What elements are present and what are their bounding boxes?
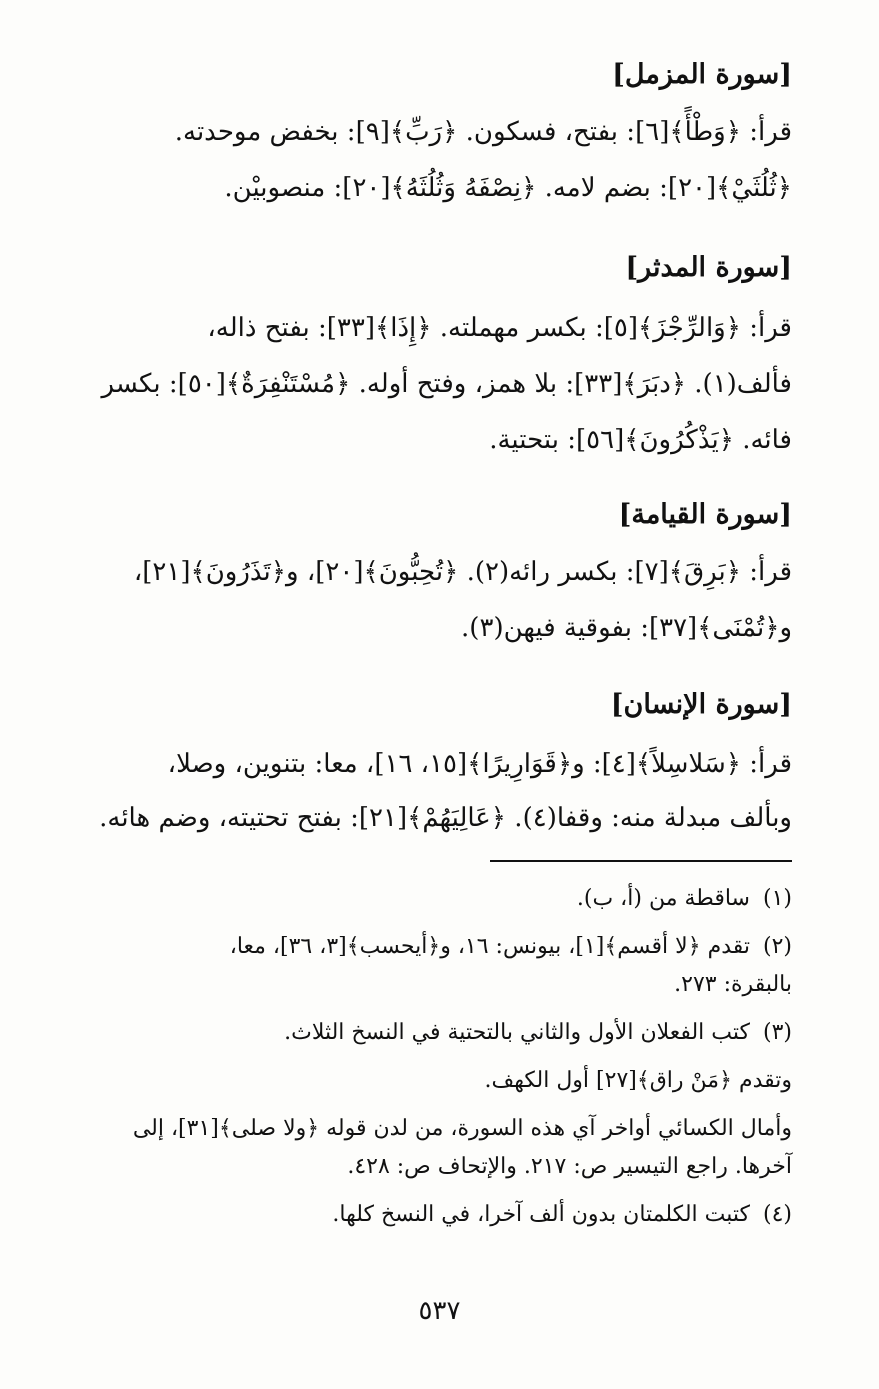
paragraph-line: فائه. ﴿يَذْكُرُونَ﴾[٥٦]: بتحتية. (489, 425, 792, 455)
footnote (78, 930, 792, 964)
footnote-number: (٣) (762, 1020, 792, 1045)
footnote-number: (٤) (762, 1202, 792, 1227)
footnote (78, 1198, 792, 1232)
paragraph-line: فألف(١). ﴿دبَرَ﴾[٣٣]: بلا همز، وفتح أوله. ﴿مُسْتَنْفِرَةٌ﴾[٥٠]: بكسر (101, 369, 792, 399)
paragraph-line: وبألف مبدلة منه: وقفا(٤). ﴿عَالِيَهُمْ﴾[٢١]: بفتح تحتيته، وضم هائه. (99, 803, 792, 833)
footnote-continuation: بالبقرة: ٢٧٣. (674, 972, 792, 997)
footnote-text: كتبت الكلمتان بدون ألف آخرا، في النسخ كلها. (332, 1202, 750, 1227)
paragraph-line: قرأ: ﴿بَرِقَ﴾[٧]: بكسر رائه(٢). ﴿تُحِبُّونَ﴾[٢٠]، و﴿تَذَرُونَ﴾[٢١]، (133, 557, 792, 587)
footnote-text: كتب الفعلان الأول والثاني بالتحتية في النسخ الثلاث. (284, 1020, 750, 1045)
paragraph-line: قرأ: ﴿سَلاسِلاً﴾[٤]: و﴿قَوَارِيرًا﴾[١٥، ١٦]، معا: بتنوين، وصلا، (167, 749, 792, 779)
paragraph-line: قرأ: ﴿وَطْأً﴾[٦]: بفتح، فسكون. ﴿رَبِّ﴾[٩]: بخفض موحدته. (174, 117, 792, 147)
footnote-continuation: وأمال الكسائي أواخر آي هذه السورة، من لدن قوله ﴿ولا صلى﴾[٣١]، إلى (132, 1116, 792, 1141)
section-heading: [سورة المزمل] (612, 59, 792, 90)
paragraph-line: ﴿ثُلُثَيْ﴾[٢٠]: بضم لامه. ﴿نِصْفَهُ وَثُلُثَهُ﴾[٢٠]: منصوبيْن. (224, 173, 792, 203)
section-heading: [سورة الإنسان] (610, 689, 792, 720)
footnote-continuation: وتقدم ﴿مَنْ راق﴾[٢٧] أول الكهف. (484, 1068, 792, 1093)
paragraph-line: و﴿تُمْنَى﴾[٣٧]: بفوقية فيهن(٣). (461, 613, 792, 643)
footnote-number: (٢) (762, 934, 792, 959)
paragraph-line: قرأ: ﴿وَالرِّجْزَ﴾[٥]: بكسر مهملته. ﴿إِذَا﴾[٣٣]: بفتح ذاله، (207, 313, 792, 343)
footnote-divider (490, 860, 792, 862)
footnote-continuation: آخرها. راجع التيسير ص: ٢١٧. والإتحاف ص: ٤٢٨. (347, 1154, 792, 1179)
footnote-text: تقدم ﴿لا أقسم﴾[١]، بيونس: ١٦، و﴿أيحسب﴾[٣، ٣٦]، معا، (229, 934, 750, 959)
footnote-number: (١) (762, 886, 792, 911)
page-number: ٥٣٧ (418, 1296, 461, 1326)
footnote (78, 1016, 792, 1050)
footnote (78, 882, 792, 916)
section-heading: [سورة القيامة] (618, 499, 792, 530)
section-heading: [سورة المدثر] (625, 252, 792, 283)
footnote-text: ساقطة من (أ، ب). (576, 886, 750, 911)
